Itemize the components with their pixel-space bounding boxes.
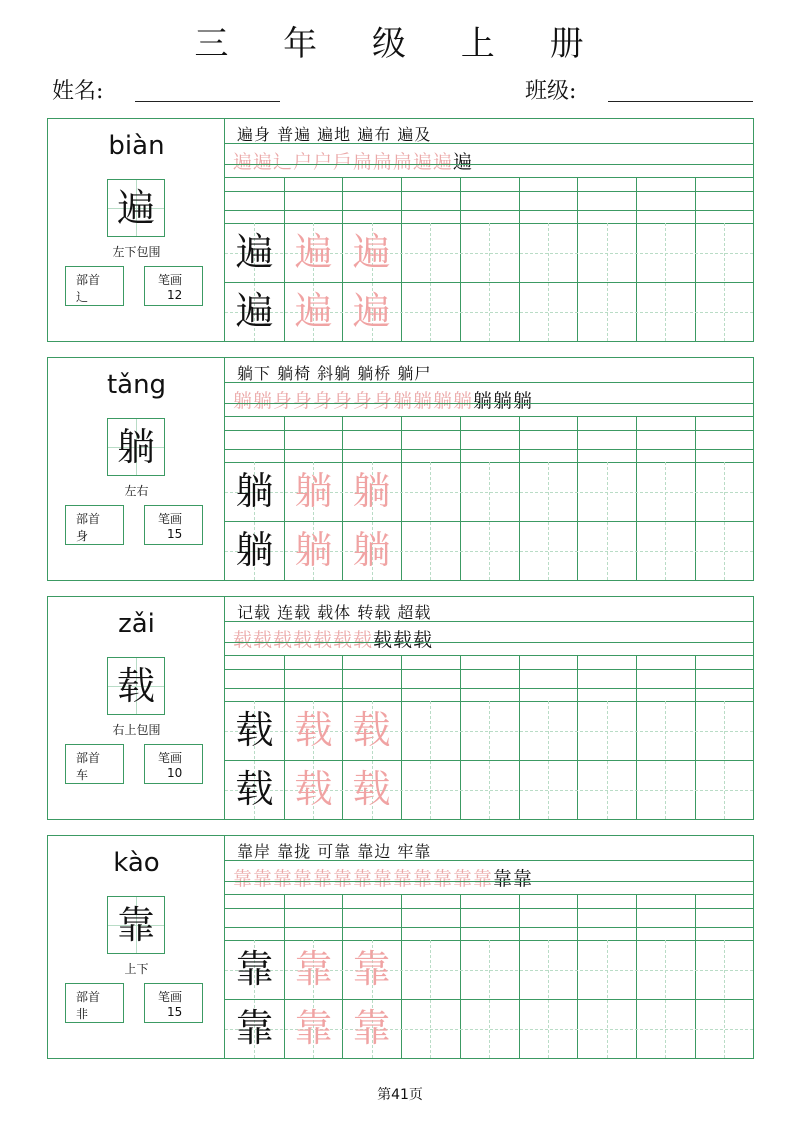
radical-label: 部首 <box>76 512 101 526</box>
trace-char: 躺 <box>294 528 333 572</box>
pinyin: zǎi <box>118 609 155 639</box>
trace-char: 躺 <box>294 469 333 513</box>
character-info-panel <box>48 597 225 819</box>
character-info-panel <box>48 358 225 580</box>
structure-label: 左右 <box>124 484 149 498</box>
grid-line <box>225 210 753 211</box>
grid-line <box>225 669 753 670</box>
stroke-count-value: 12 <box>167 288 183 302</box>
practice-area <box>225 358 753 580</box>
grid-line <box>577 655 578 819</box>
grid-line <box>225 449 753 450</box>
character-box <box>107 179 165 237</box>
practice-char: 载 <box>235 708 274 752</box>
stroke-order <box>233 147 473 174</box>
guide-line <box>665 701 666 819</box>
stroke-order-final: 载载载 <box>373 629 434 651</box>
guide-line <box>665 223 666 341</box>
stroke-count-value: 15 <box>167 527 183 541</box>
trace-char: 躺 <box>352 469 391 513</box>
radical-box <box>65 983 124 1023</box>
radical-value: 身 <box>76 529 89 543</box>
trace-char: 载 <box>352 708 391 752</box>
guide-line <box>607 223 608 341</box>
character-card <box>47 118 754 342</box>
example-words: 躺下 躺椅 斜躺 躺桥 躺尸 <box>237 364 432 383</box>
stroke-order-trace: 遍遍辶户户戶扁扁扁遍遍 <box>233 151 454 173</box>
trace-char: 载 <box>294 708 333 752</box>
practice-char: 遍 <box>235 230 274 274</box>
guide-line <box>489 940 490 1058</box>
page-number: 第41页 <box>377 1087 423 1103</box>
stroke-count-label: 笔画 <box>158 273 183 287</box>
grid-line <box>225 860 753 861</box>
grid-line <box>225 382 753 383</box>
grid-line <box>460 894 461 1058</box>
trace-char: 靠 <box>294 947 333 991</box>
practice-area <box>225 119 753 341</box>
grid-line <box>519 177 520 341</box>
grid-line <box>225 894 753 895</box>
character-card <box>47 357 754 581</box>
grid-line <box>636 655 637 819</box>
stroke-count-value: 10 <box>167 766 183 780</box>
grid-line <box>695 655 696 819</box>
radical-box <box>65 744 124 784</box>
structure-label: 左下包围 <box>112 245 161 259</box>
character-info-panel <box>48 119 225 341</box>
character-info-panel <box>48 836 225 1058</box>
grid-line <box>225 908 753 909</box>
radical-label: 部首 <box>76 990 101 1004</box>
guide-line <box>607 462 608 580</box>
grid-line <box>636 416 637 580</box>
character-card <box>47 835 754 1059</box>
pinyin: tǎng <box>106 370 167 400</box>
stroke-count-label: 笔画 <box>158 751 183 765</box>
practice-char: 靠 <box>235 1006 274 1050</box>
stroke-count-box <box>144 744 203 784</box>
radical-value: 辶 <box>76 290 89 304</box>
guide-line <box>489 462 490 580</box>
grid-line <box>695 177 696 341</box>
practice-area <box>225 597 753 819</box>
grid-line <box>577 416 578 580</box>
stroke-count-box <box>144 266 203 306</box>
grid-line <box>225 655 753 656</box>
class-field[interactable] <box>608 101 753 102</box>
stroke-count-box <box>144 505 203 545</box>
guide-line <box>665 462 666 580</box>
guide-line <box>430 701 431 819</box>
grid-line <box>401 416 402 580</box>
name-label: 姓名: <box>52 79 104 104</box>
radical-label: 部首 <box>76 273 101 287</box>
class-label: 班级: <box>525 79 577 104</box>
grid-line <box>225 642 753 643</box>
stroke-order-final: 躺躺躺 <box>473 390 534 412</box>
guide-line <box>607 940 608 1058</box>
grid-line <box>225 416 753 417</box>
grid-line <box>519 416 520 580</box>
stroke-order-trace: 载载载载载载载 <box>233 629 374 651</box>
stroke-order <box>233 864 533 891</box>
guide-line <box>548 223 549 341</box>
trace-char: 躺 <box>352 528 391 572</box>
grid-line <box>225 191 753 192</box>
guide-line <box>489 701 490 819</box>
grid-line <box>695 894 696 1058</box>
grid-line <box>225 621 753 622</box>
trace-char: 遍 <box>352 289 391 333</box>
trace-char: 靠 <box>294 1006 333 1050</box>
guide-line <box>724 462 725 580</box>
practice-char: 靠 <box>235 947 274 991</box>
guide-line <box>548 462 549 580</box>
practice-char: 载 <box>235 767 274 811</box>
guide-line <box>665 940 666 1058</box>
trace-char: 载 <box>352 767 391 811</box>
grid-line <box>577 894 578 1058</box>
page-title: 三 年 级 上 册 <box>194 24 606 64</box>
radical-label: 部首 <box>76 751 101 765</box>
character-box <box>107 418 165 476</box>
pinyin: biàn <box>108 131 165 161</box>
stroke-count-label: 笔画 <box>158 990 183 1004</box>
radical-value: 车 <box>76 768 89 782</box>
name-field[interactable] <box>135 101 280 102</box>
guide-line <box>430 940 431 1058</box>
stroke-order-trace: 靠靠靠靠靠靠靠靠靠靠靠靠靠 <box>233 868 494 890</box>
trace-char: 遍 <box>294 230 333 274</box>
guide-line <box>430 223 431 341</box>
guide-line <box>489 223 490 341</box>
trace-char: 遍 <box>294 289 333 333</box>
grid-line <box>695 416 696 580</box>
grid-line <box>636 177 637 341</box>
stroke-count-value: 15 <box>167 1005 183 1019</box>
character: 遍 <box>116 186 155 230</box>
practice-char: 躺 <box>235 528 274 572</box>
grid-line <box>577 177 578 341</box>
stroke-order <box>233 625 433 652</box>
grid-line <box>519 655 520 819</box>
trace-char: 载 <box>294 767 333 811</box>
grid-line <box>401 894 402 1058</box>
grid-line <box>460 177 461 341</box>
structure-label: 上下 <box>124 962 149 976</box>
example-words: 遍身 普遍 遍地 遍布 遍及 <box>237 125 432 144</box>
grid-line <box>460 416 461 580</box>
stroke-order <box>233 386 533 413</box>
character: 躺 <box>116 425 155 469</box>
guide-line <box>724 223 725 341</box>
character: 载 <box>116 664 155 708</box>
guide-line <box>548 940 549 1058</box>
grid-line <box>225 430 753 431</box>
grid-line <box>636 894 637 1058</box>
stroke-order-final: 靠靠 <box>493 868 534 890</box>
radical-box <box>65 505 124 545</box>
practice-area <box>225 836 753 1058</box>
trace-char: 靠 <box>352 947 391 991</box>
example-words: 记载 连载 载体 转载 超载 <box>237 603 432 622</box>
grid-line <box>225 927 753 928</box>
pinyin: kào <box>113 848 160 878</box>
stroke-order-trace: 躺躺身身身身身身躺躺躺躺 <box>233 390 474 412</box>
guide-line <box>724 940 725 1058</box>
grid-line <box>460 655 461 819</box>
stroke-count-label: 笔画 <box>158 512 183 526</box>
grid-line <box>225 143 753 144</box>
guide-line <box>548 701 549 819</box>
grid-line <box>225 881 753 882</box>
grid-line <box>225 688 753 689</box>
character: 靠 <box>116 903 155 947</box>
character-box <box>107 896 165 954</box>
grid-line <box>225 177 753 178</box>
grid-line <box>401 177 402 341</box>
stroke-count-box <box>144 983 203 1023</box>
example-words: 靠岸 靠拢 可靠 靠边 牢靠 <box>237 842 432 861</box>
guide-line <box>724 701 725 819</box>
character-card <box>47 596 754 820</box>
trace-char: 靠 <box>352 1006 391 1050</box>
radical-value: 非 <box>76 1007 89 1021</box>
grid-line <box>225 403 753 404</box>
guide-line <box>607 701 608 819</box>
structure-label: 右上包围 <box>112 723 161 737</box>
character-box <box>107 657 165 715</box>
stroke-order-final: 遍 <box>453 151 474 173</box>
grid-line <box>519 894 520 1058</box>
radical-box <box>65 266 124 306</box>
trace-char: 遍 <box>352 230 391 274</box>
practice-char: 躺 <box>235 469 274 513</box>
grid-line <box>401 655 402 819</box>
practice-char: 遍 <box>235 289 274 333</box>
guide-line <box>430 462 431 580</box>
grid-line <box>225 164 753 165</box>
